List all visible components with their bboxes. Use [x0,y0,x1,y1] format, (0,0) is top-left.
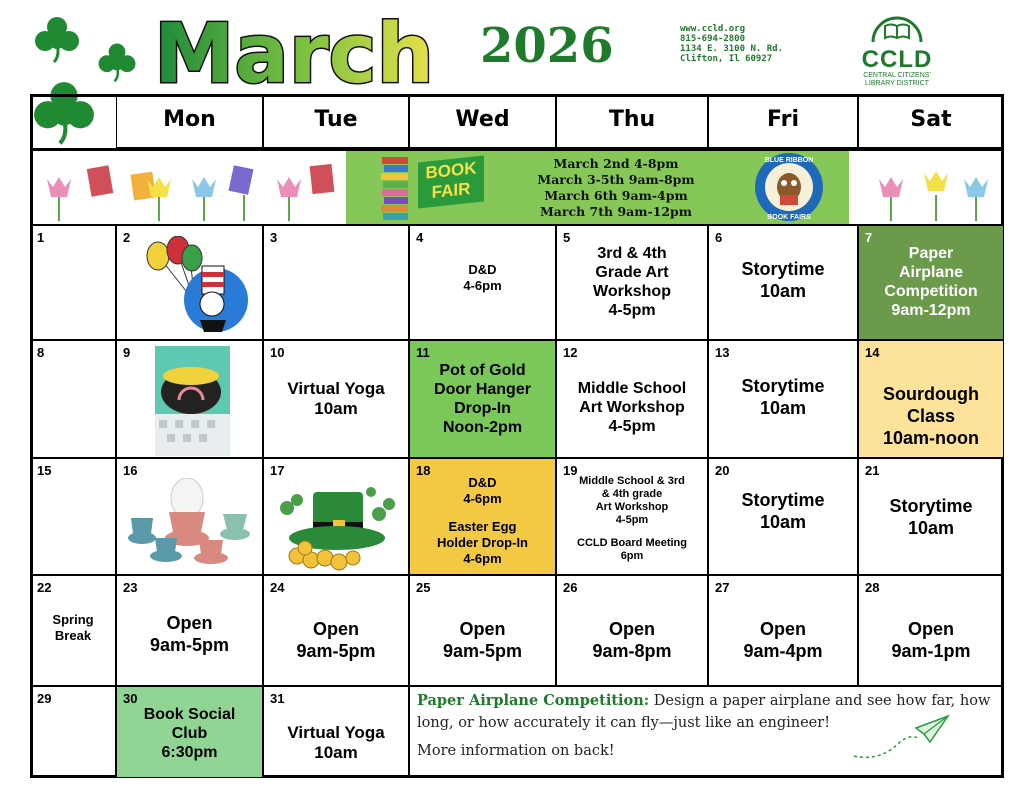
day-number: 26 [563,580,578,595]
event-line: 9am-8pm [592,641,672,661]
day-cell-22 [30,575,116,686]
day-cell-10 [263,340,409,458]
day-number: 13 [715,345,730,360]
event-text [859,244,1003,320]
day-cell-5 [556,225,708,340]
event-line: 4-6pm [463,278,502,293]
day-cell-12 [556,340,708,458]
day-cell-31 [263,686,409,778]
day-number: 29 [37,691,52,706]
event-line: Competition [884,283,978,300]
contact-city: Clifton, Il 60927 [680,54,773,64]
event-text [557,475,707,563]
event-line: 10am [759,398,807,418]
event-line: 9am-4pm [743,641,823,661]
event-text [709,375,857,419]
event-line: 10am [314,743,358,762]
event-line: Virtual Yoga [287,379,385,398]
event-text [410,475,555,567]
day-header-wed: Wed [409,94,556,148]
event-text [264,723,408,763]
event-text [117,612,262,656]
book-fair-badge [418,156,484,209]
month-title-text: March [154,7,434,94]
day-number: 27 [715,580,730,595]
event-line: 9am-1pm [891,641,971,661]
day-number: 24 [270,580,285,595]
book-fair-date-line: March 3-5th 9am-8pm [537,172,695,187]
event-text [410,618,555,662]
day-cell-21 [858,458,1004,575]
day-cell-20 [708,458,858,575]
day-number: 2 [123,230,131,245]
logo-subtext-1: CENTRAL CITIZENS' [863,72,931,79]
day-number: 1 [37,230,45,245]
footnote-text: Design a paper airplane and see how far, how long, or how accurately it can fly—just like an engineer! [417,693,991,731]
day-number: 16 [123,463,138,478]
event-line: Book Social [143,706,236,723]
event-text [264,618,408,662]
event-text [859,618,1003,662]
day-header-fri: Fri [708,94,858,148]
event-line: Storytime [741,376,825,396]
event-line: Holder Drop-In [437,535,528,550]
day-cell-11 [409,340,556,458]
book-fair-badge-line-1: BOOK [425,158,477,183]
book-fair-badge-line-2: FAIR [431,178,471,203]
event-text [31,612,115,644]
contact-phone: 815-694-2800 [680,34,746,44]
event-line: 9am-5pm [296,641,376,661]
event-line: Club [171,725,208,742]
egg-holders-photo [125,478,253,570]
event-line: 9am-5pm [149,635,230,655]
day-number: 28 [865,580,880,595]
event-line: 4-5pm [608,418,656,435]
event-line: 6:30pm [161,744,218,761]
logo-text: CCLD [861,46,933,73]
event-text [859,495,1003,539]
event-line: 3rd & 4th [597,245,667,262]
event-text [557,379,707,436]
day-number: 19 [563,463,578,478]
event-line: 9am-5pm [442,641,523,661]
day-number: 14 [865,345,880,360]
day-cell-4 [409,225,556,340]
event-line: Break [54,628,92,643]
event-line: Storytime [741,490,825,510]
day-header-sat: Sat [858,94,1004,148]
event-line: 10am [759,512,807,532]
leprechaun-hat-and-gold-illustration [275,478,401,572]
day-cell-7 [858,225,1004,340]
event-line: & 4th grade [601,488,663,500]
day-number: 25 [416,580,431,595]
day-cell-3 [263,225,409,340]
event-line: Open [166,613,213,633]
event-line: 10am [907,518,955,538]
logo-subtext-2: LIBRARY DISTRICT [865,80,929,87]
event-line: 4-6pm [463,551,502,566]
day-cell-28 [858,575,1004,686]
event-line: Open [907,619,954,639]
event-line: Door Hanger [434,381,531,398]
day-number: 11 [416,345,430,360]
event-line: Middle School [577,380,687,397]
event-line: Pot of Gold [439,362,526,379]
pot-of-gold-craft-photo [155,346,230,456]
book-icon [867,14,927,44]
book-fair-date-line: March 2nd 4-8pm [553,156,679,171]
shamrock-icon [32,14,82,64]
event-line: 10am [314,399,358,418]
event-line: Drop-In [454,400,511,417]
event-line: 10am [759,281,807,301]
day-number: 15 [37,463,52,478]
month-title [150,2,440,94]
day-number: 31 [270,691,285,706]
event-line [410,507,555,519]
event-line: Open [459,619,506,639]
day-cell-30 [116,686,263,778]
footnote-title: Paper Airplane Competition: [417,692,650,709]
event-line: Art Workshop [579,399,685,416]
event-line: Virtual Yoga [287,723,385,742]
day-cell-1 [30,225,116,340]
tulips-decoration [871,155,1001,221]
day-cell-13 [708,340,858,458]
contact-info [680,24,783,64]
day-number: 30 [123,691,138,706]
event-line: Paper [908,245,954,262]
event-text [557,244,707,320]
day-cell-6 [708,225,858,340]
event-line: 6pm [620,550,644,562]
day-number: 9 [123,345,131,360]
day-cell-8 [30,340,116,458]
event-text [410,262,555,294]
event-text [709,258,857,302]
day-number: 21 [865,463,880,478]
event-line: Airplane [898,264,963,281]
seal-bottom-text: BOOK FAIRS [767,214,811,221]
event-line: D&D [468,262,497,277]
event-line: Class [906,406,956,426]
seal-top-text: BLUE RIBBON [764,157,814,164]
day-number: 5 [563,230,571,245]
event-line: Storytime [889,496,973,516]
day-cell-25 [409,575,556,686]
book-stack-icon [380,155,410,221]
day-cell-19 [556,458,708,575]
day-number: 22 [37,580,52,595]
event-line: Open [312,619,359,639]
event-line: Open [608,619,655,639]
year-title: 2026 [480,18,614,74]
contact-address: 1134 E. 3100 N. Rd. [680,44,783,54]
event-text [859,383,1003,449]
event-text [410,361,555,437]
day-number: 17 [270,463,285,478]
day-number: 7 [865,230,873,245]
event-line [557,527,707,537]
day-header-tue: Tue [263,94,409,148]
day-cell-29 [30,686,116,778]
day-number: 8 [37,345,45,360]
day-number: 20 [715,463,730,478]
book-fair-date-line: March 6th 9am-4pm [544,188,688,203]
event-line: Spring [52,612,94,627]
event-line: Noon-2pm [442,419,523,436]
event-line: CCLD Board Meeting [577,537,687,549]
book-fair-dates [516,156,716,220]
event-line: Sourdough [883,384,979,404]
day-number: 6 [715,230,723,245]
cat-in-the-hat-balloons-illustration [140,236,252,336]
book-fair-date-line: March 7th 9am-12pm [539,204,693,219]
event-line: 10am-noon [882,428,979,448]
event-text [264,379,408,419]
event-line: 4-6pm [463,491,502,506]
tulips-and-books-decoration [39,155,339,221]
day-cell-23 [116,575,263,686]
day-cell-27 [708,575,858,686]
book-fair-banner [346,151,849,224]
day-header-thu: Thu [556,94,708,148]
event-text [117,705,262,762]
event-text [557,618,707,662]
day-number: 10 [270,345,285,360]
paper-airplane-icon [850,712,950,762]
contact-website[interactable]: www.ccld.org [680,24,746,34]
day-number: 4 [416,230,424,245]
event-line: Open [759,619,806,639]
book-fair-row [30,148,1004,225]
day-cell-15 [30,458,116,575]
event-line: 9am-12pm [891,302,971,319]
footnote-more-info: More information on back! [417,743,615,759]
event-line: D&D [468,475,497,490]
event-line: Workshop [593,283,671,300]
day-cell-26 [556,575,708,686]
day-cell-18 [409,458,556,575]
event-line: 4-5pm [608,302,656,319]
event-line: Grade Art [595,264,669,281]
day-number: 12 [563,345,578,360]
blue-ribbon-book-fairs-seal [742,151,836,224]
day-cell-24 [263,575,409,686]
event-line: Middle School & 3rd [579,475,685,487]
event-line: Art Workshop [595,501,669,513]
day-number: 3 [270,230,278,245]
event-line: Storytime [741,259,825,279]
day-header-mon: Mon [116,94,263,148]
event-line: 4-5pm [615,514,649,526]
event-text [709,489,857,533]
shamrock-icon [96,40,138,84]
day-cell-14 [858,340,1004,458]
event-text [709,618,857,662]
day-number: 18 [416,463,431,478]
event-line: Easter Egg [448,519,517,534]
library-logo [852,14,942,92]
day-number: 23 [123,580,138,595]
